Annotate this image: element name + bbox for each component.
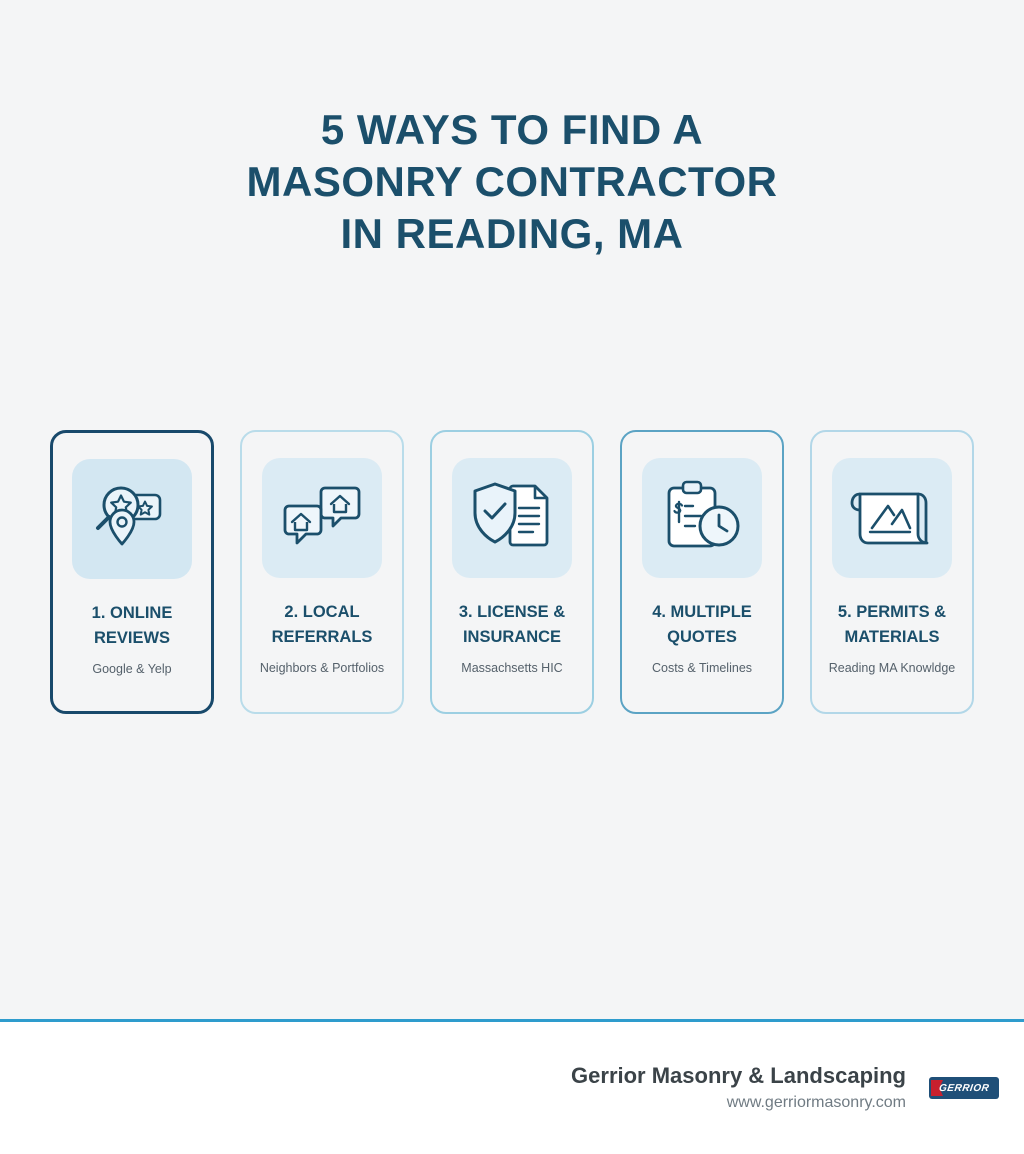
step-card-online-reviews[interactable] [50,430,214,714]
step-card-permits-materials[interactable] [810,430,974,714]
gerrior-logo [928,1073,1000,1103]
step-title: 2. LOCAL REFERRALS [271,603,373,646]
step-card-license-insurance[interactable] [430,430,594,714]
step-subtitle: Google & Yelp [92,662,172,676]
step-title: 5. PERMITS & MATERIALS [837,603,947,646]
logo-badge [929,1077,999,1099]
logo-text: GERRIOR [938,1082,990,1094]
footer-text [571,1061,906,1115]
footer [0,1022,1024,1154]
step-title: 4. MULTIPLE QUOTES [652,603,752,646]
shield-check-document-icon [469,478,555,559]
company-website[interactable]: www.gerriormasonry.com [726,1094,906,1111]
page-title-line-3: IN READING, MA [340,210,684,257]
step-title: 3. LICENSE & INSURANCE [458,603,566,646]
chat-bubbles-house-icon [279,480,365,557]
icon-tile [452,458,572,578]
steps-row [50,430,974,714]
blueprint-tools-icon [848,480,936,557]
page-title [0,104,1024,260]
icon-tile [642,458,762,578]
clipboard-dollar-clock-icon [659,478,745,559]
step-card-local-referrals[interactable] [240,430,404,714]
step-card-multiple-quotes[interactable] [620,430,784,714]
icon-tile [832,458,952,578]
icon-tile [72,459,192,579]
magnifier-star-pin-icon [89,479,175,560]
page-title-line-1: 5 WAYS TO FIND A [320,106,704,153]
step-subtitle: Reading MA Knowldge [828,661,956,675]
step-subtitle: Massachsetts HIC [461,661,563,675]
icon-tile [262,458,382,578]
company-name: Gerrior Masonry & Landscaping [571,1063,906,1088]
step-subtitle: Neighbors & Portfolios [259,661,385,675]
step-title: 1. ONLINE REVIEWS [91,604,173,647]
page-title-line-2: MASONRY CONTRACTOR [246,158,778,205]
step-subtitle: Costs & Timelines [651,661,753,675]
